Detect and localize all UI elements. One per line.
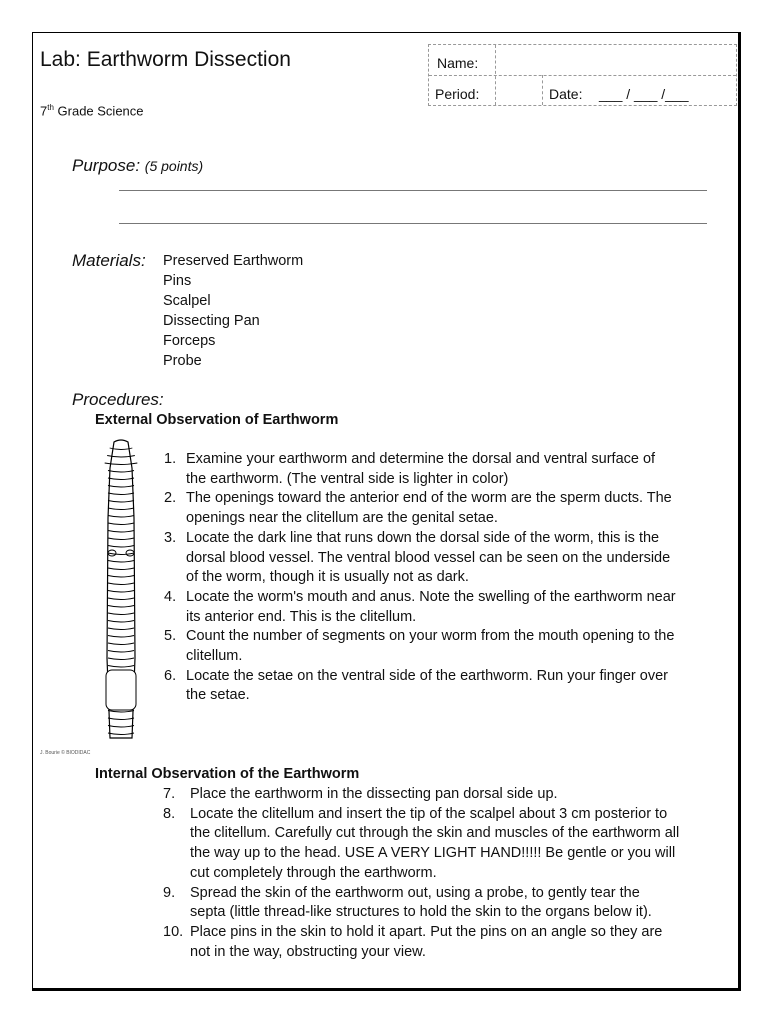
image-credit: J. Bourie © BIODIDAC — [40, 750, 91, 756]
step-number: 2. — [164, 490, 177, 507]
step-text-line: Locate the setae on the ventral side of the earthworm. Run your finger over — [186, 667, 668, 684]
step-item — [164, 450, 676, 489]
external-heading: External Observation of Earthworm — [95, 412, 339, 428]
step-text-line: Examine your earthworm and determine the dorsal and ventral surface of — [186, 451, 656, 467]
step-text-line: clitellum. — [186, 648, 243, 665]
internal-steps-list — [163, 785, 679, 962]
step-number: 5. — [164, 628, 177, 645]
step-text-line: Count the number of segments on your worm from the mouth opening to the — [186, 628, 675, 645]
material-item: Forceps — [163, 333, 216, 349]
external-steps-list — [164, 450, 676, 706]
period-label: Period: — [435, 86, 480, 102]
step-number: 7. — [163, 786, 176, 802]
step-number: 9. — [163, 884, 176, 901]
grade-label: 7th Grade Science — [40, 103, 144, 119]
step-number: 8. — [163, 805, 176, 822]
step-item — [164, 489, 676, 528]
internal-heading: Internal Observation of the Earthworm — [95, 766, 360, 782]
step-text-line: the setae. — [186, 687, 250, 704]
step-text-line: Place the earthworm in the dissecting pan dorsal side up. — [190, 786, 558, 802]
step-text-line: not in the way, obstructing your view. — [190, 943, 426, 960]
step-number: 4. — [164, 588, 177, 605]
step-text-line: Locate the worm's mouth and anus. Note the swelling of the earthworm near — [186, 588, 676, 605]
step-text-line: Spread the skin of the earthworm out, using a probe, to gently tear the — [190, 884, 640, 901]
step-text-line: the earthworm. (The ventral side is lighter in color) — [186, 470, 509, 487]
step-text-line: Locate the dark line that runs down the dorsal side of the worm, this is the — [186, 529, 660, 546]
date-label: Date: — [549, 86, 583, 102]
period-field[interactable] — [501, 79, 537, 103]
step-item — [164, 627, 676, 666]
page-title: Lab: Earthworm Dissection — [40, 48, 291, 71]
purpose-section: Purpose: (5 points) — [72, 156, 204, 175]
step-item — [164, 588, 676, 627]
step-item — [163, 923, 679, 962]
step-text-line: openings near the clitellum are the genital setae. — [186, 510, 498, 527]
step-text-line: the clitellum. Carefully cut through the skin and muscles of the earthworm all — [190, 825, 680, 842]
step-item — [163, 785, 679, 805]
name-label: Name: — [437, 55, 479, 71]
step-text-line: septa (little thread-like structures to hold the skin to the organs below it). — [190, 904, 652, 921]
step-text-line: of the worm, though it is usually not as dark. — [186, 569, 469, 586]
step-number: 10. — [163, 923, 184, 940]
step-text-line: The openings toward the anterior end of the worm are the sperm ducts. The — [186, 490, 672, 507]
step-item — [164, 529, 676, 588]
step-item — [163, 884, 679, 923]
purpose-answer-line-1[interactable] — [119, 190, 707, 191]
material-item: Scalpel — [163, 293, 211, 309]
student-info-box — [428, 44, 737, 106]
name-field[interactable] — [501, 49, 731, 73]
date-field[interactable]: ___ / ___ /___ — [599, 86, 689, 102]
earthworm-illustration — [96, 438, 146, 748]
step-number: 6. — [164, 667, 177, 684]
material-item: Pins — [163, 273, 192, 289]
procedures-label: Procedures: — [72, 390, 164, 409]
purpose-answer-line-2[interactable] — [119, 223, 707, 224]
step-text-line: its anterior end. This is the clitellum. — [186, 608, 417, 625]
step-text-line: Locate the clitellum and insert the tip of the scalpel about 3 cm posterior to — [190, 805, 668, 822]
step-number: 1. — [164, 451, 177, 467]
material-item: Dissecting Pan — [163, 313, 260, 329]
step-number: 3. — [164, 529, 177, 546]
step-item — [164, 667, 676, 706]
materials-label: Materials: — [72, 251, 146, 270]
step-text-line: dorsal blood vessel. The ventral blood vessel can be seen on the underside — [186, 549, 671, 566]
step-text-line: Place pins in the skin to hold it apart. Put the pins on an angle so they are — [190, 923, 663, 940]
step-item — [163, 805, 679, 884]
step-text-line: cut completely through the earthworm. — [190, 864, 437, 881]
step-text-line: the way up to the head. USE A VERY LIGHT HAND!!!!! Be gentle or you will — [190, 845, 676, 862]
material-item: Preserved Earthworm — [163, 253, 304, 269]
material-item: Probe — [163, 353, 202, 369]
